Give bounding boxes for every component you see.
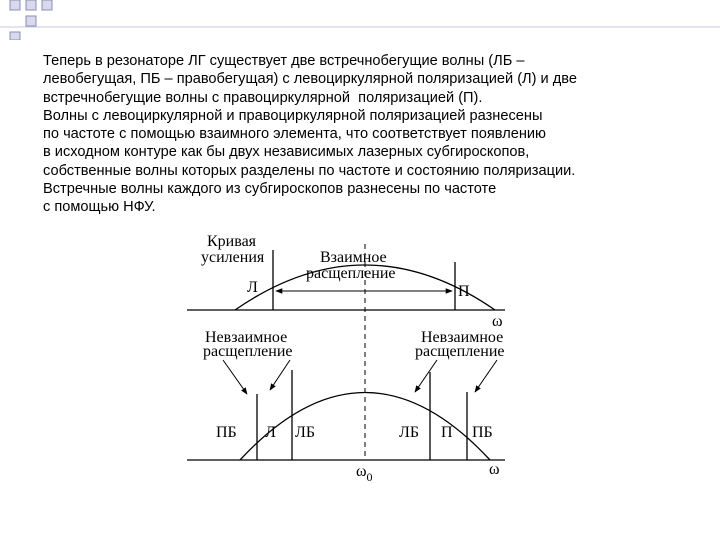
text-line: собственные волны которых разделены по частоте и состоянию поляризации. xyxy=(43,162,576,179)
lower-mode-label: ЛБ xyxy=(399,424,420,441)
text-line: Теперь в резонаторе ЛГ существует две встречнобегущие волны (ЛБ – xyxy=(43,53,525,69)
upper-axis-label: ω xyxy=(492,313,503,330)
nonreciprocal-label-right: расщепление xyxy=(415,343,505,360)
reciprocal-splitting-label: расщепление xyxy=(306,265,396,282)
nonreciprocal-label-right: Невзаимное xyxy=(421,329,504,346)
text-line: в исходном контуре как бы двух независимых лазерных субгироскопов, xyxy=(43,144,530,161)
pointer-arrow xyxy=(270,360,290,390)
lower-mode-label: ЛБ xyxy=(295,424,316,441)
pointer-arrow xyxy=(223,360,247,394)
text-line: Встречные волны каждого из субгироскопов разнесены по частоте xyxy=(43,181,497,198)
omega-zero-label: $\omega_0$ xyxy=(356,463,373,484)
text-line: по частоте с помощью взаимного элемента, что соответствует появлению xyxy=(43,126,547,143)
decorative-squares xyxy=(0,0,720,40)
lower-axis-label: ω xyxy=(489,461,500,478)
lower-mode-label: ПБ xyxy=(216,424,237,441)
text-line: Волны с левоциркулярной и правоциркулярной поляризацией разнесены xyxy=(43,107,543,124)
nonreciprocal-label-left: Невзаимное xyxy=(205,329,288,346)
lower-mode-label: Л xyxy=(265,424,276,441)
text-line: встречнобегущие волны с правоциркулярной поляризацией (П). xyxy=(43,89,483,106)
nonreciprocal-label-left: расщепление xyxy=(203,343,293,360)
lower-mode-label: П xyxy=(441,424,453,441)
gain-curve-label: усиления xyxy=(201,249,265,266)
text-line: левобегущая, ПБ – правобегущая) с левоциркулярной поляризацией (Л) и две xyxy=(43,71,577,88)
frequency-splitting-diagram xyxy=(185,222,525,487)
upper-mode-label-l: Л xyxy=(247,279,258,296)
lower-mode-label: ПБ xyxy=(472,424,493,441)
pointer-arrow xyxy=(415,360,437,392)
gain-curve-label: Кривая xyxy=(207,233,257,250)
upper-mode-label-p: П xyxy=(458,283,470,300)
text-line: с помощью НФУ. xyxy=(43,199,156,216)
reciprocal-splitting-label: Взаимное xyxy=(320,249,387,266)
slide-text xyxy=(43,52,713,217)
pointer-arrow xyxy=(475,360,497,392)
